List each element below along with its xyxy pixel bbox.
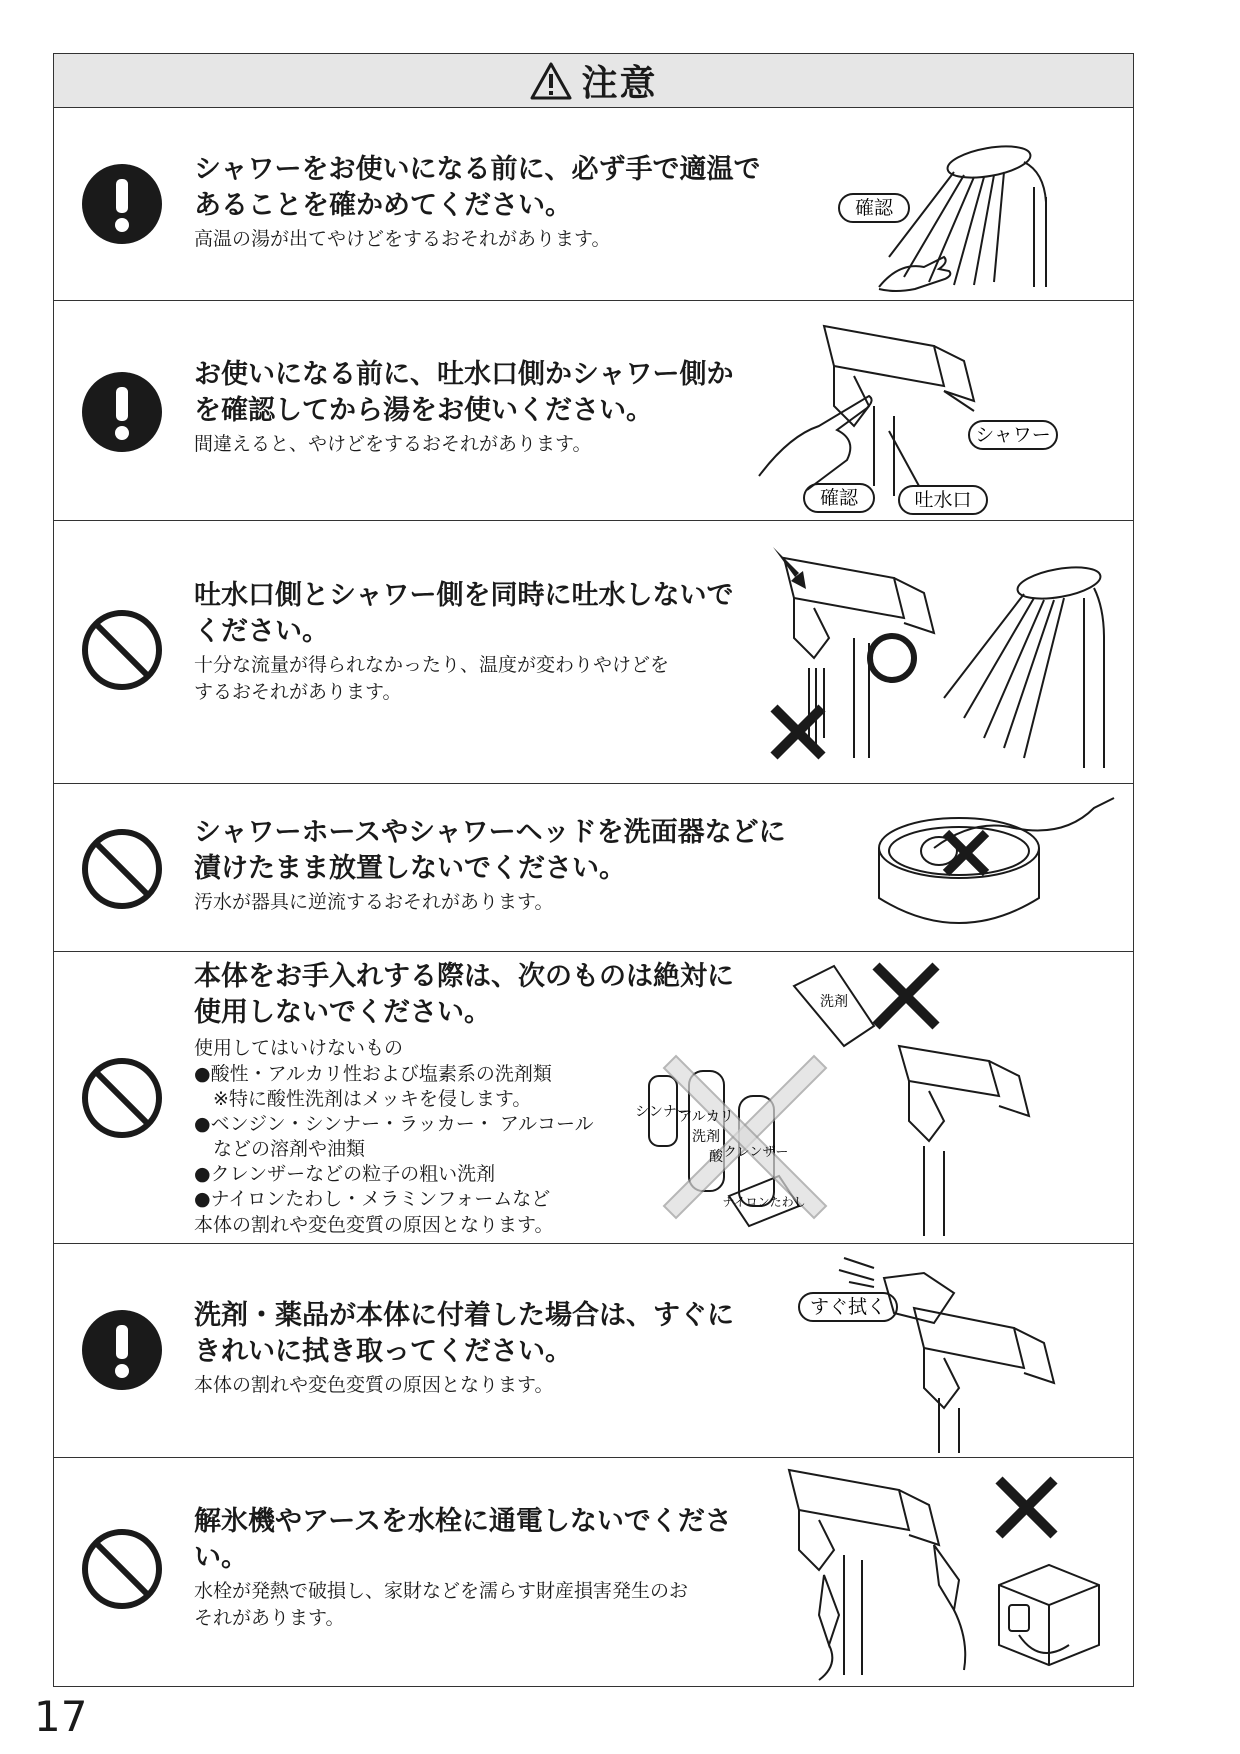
wipe-off-illustration [794, 1248, 1129, 1453]
caution-row-5 [54, 951, 1133, 1244]
warning-triangle-icon [529, 61, 573, 101]
list-item: ●クレンザーなどの粒子の粗い洗剤 [194, 1163, 496, 1185]
shower-hand-check-illustration [834, 117, 1124, 295]
label-alkali: アルカリ [678, 1109, 734, 1125]
row-heading: 解氷機やアースを水栓に通電しないでくださ い。 [194, 1506, 732, 1573]
caution-row-2 [54, 300, 1133, 521]
mandatory-icon [80, 370, 164, 454]
row-intro: 使用してはいけないもの [194, 1037, 404, 1059]
mandatory-icon [80, 1308, 164, 1392]
list-item: ●酸性・アルカリ性および塩素系の洗剤類 ※特に酸性洗剤はメッキを侵します。 [194, 1063, 552, 1110]
caution-row-3 [54, 520, 1133, 784]
prohibited-icon [80, 827, 164, 911]
label-nylon-scrubber: ナイロンたわし [722, 1195, 806, 1209]
row-heading: お使いになる前に、吐水口側かシャワー側か を確認してから湯をお使いください。 [194, 359, 734, 426]
label-cleanser: クレンザー [723, 1145, 789, 1160]
caution-row-6 [54, 1243, 1133, 1458]
prohibited-icon [80, 1056, 164, 1140]
cleaning-products-illustration [635, 956, 1129, 1238]
label-shower: シャワー [975, 424, 1051, 446]
caution-panel [53, 53, 1134, 1687]
label-acid: 酸 [709, 1149, 723, 1165]
row-body: 汚水が器具に逆流するおそれがあります。 [194, 891, 554, 913]
caution-row-4 [54, 783, 1133, 952]
row-body: 間違えると、やけどをするおそれがあります。 [194, 433, 592, 455]
prohibited-icon [80, 608, 164, 692]
label-detergent: 洗剤 [692, 1129, 720, 1145]
row-body: 十分な流量が得られなかったり、温度が変わりやけどを するおそれがあります。 [194, 654, 670, 703]
row-heading: 吐水口側とシャワー側を同時に吐水しないで ください。 [194, 580, 734, 647]
row-heading: シャワーをお使いになる前に、必ず手で適温で あることを確かめてください。 [194, 154, 761, 221]
label-wipe-immediately: すぐ拭く [809, 1296, 887, 1318]
faucet-outlet-check-illustration [744, 306, 1129, 516]
label-thinner: シンナー [635, 1104, 691, 1120]
label-bottle-detergent: 洗剤 [820, 994, 848, 1010]
caution-row-1 [54, 107, 1133, 301]
row-heading: シャワーホースやシャワーヘッドを洗面器などに 漬けたまま放置しないでください。 [194, 817, 786, 884]
label-kakunin: 確認 [819, 487, 859, 509]
row-outro: 本体の割れや変色変質の原因となります。 [194, 1214, 554, 1236]
row-body: 本体の割れや変色変質の原因となります。 [194, 1374, 554, 1396]
row-heading: 本体をお手入れする際は、次のものは絶対に 使用しないでください。 [194, 961, 734, 1028]
row-body: 水栓が発熱で破損し、家財などを濡らす財産損害発生のお それがあります。 [194, 1580, 689, 1629]
label-kakunin: 確認 [854, 197, 894, 219]
caution-row-7 [54, 1457, 1133, 1686]
basin-immersion-illustration [874, 793, 1124, 943]
row-body: 高温の湯が出てやけどをするおそれがあります。 [194, 228, 611, 250]
caution-title: 注意 [581, 63, 658, 104]
list-item: ●ベンジン・シンナー・ラッカー・ アルコール などの溶剤や油類 [194, 1113, 594, 1160]
page-number: 17 [34, 1692, 88, 1741]
caution-header [54, 54, 1133, 108]
prohibited-icon [80, 1527, 164, 1611]
row-heading: 洗剤・薬品が本体に付着した場合は、すぐに きれいに拭き取ってください。 [194, 1300, 734, 1367]
simultaneous-discharge-illustration [714, 528, 1129, 778]
list-item: ●ナイロンたわし・メラミンフォームなど [194, 1188, 551, 1210]
mandatory-icon [80, 162, 164, 246]
label-tosuikou: 吐水口 [914, 489, 972, 511]
deicer-ground-illustration [774, 1465, 1129, 1680]
